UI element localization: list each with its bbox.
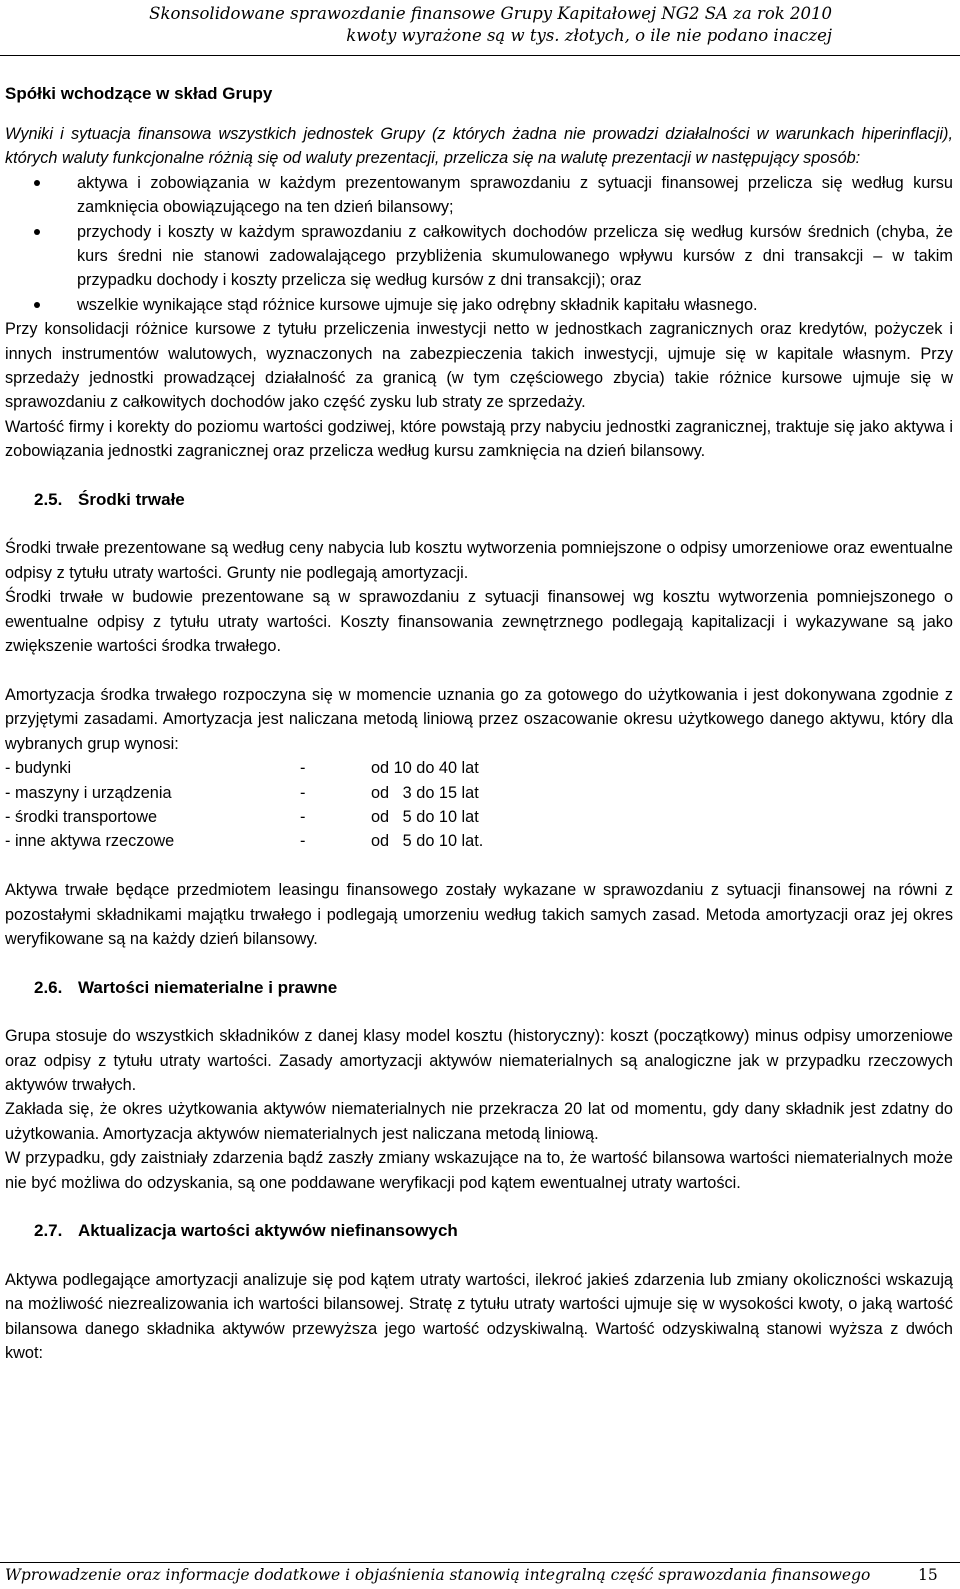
intangibles-paragraph-3: W przypadku, gdy zaistniały zdarzenia bądź zaszły zmiany wskazujące na to, że wartość bilansowa wartości niematerialnych może nie być możliwa do odzyskania, są one poddawane weryfikacji pod kątem ewentualnej utraty wartości. — [5, 1149, 953, 1192]
section-2-6-heading — [5, 976, 953, 1000]
depreciation-periods-table — [5, 756, 483, 854]
translation-rules-list — [5, 171, 953, 317]
header-subtitle: kwoty wyrażone są w tys. złotych, o ile nie podano inaczej — [346, 26, 832, 45]
section-title: Spółki wchodzące w skład Grupy — [5, 84, 273, 103]
page-footer — [0, 1562, 960, 1589]
fixed-assets-paragraph-1: Środki trwałe prezentowane są według ceny nabycia lub kosztu wytworzenia pomniejszone o odpisy umorzeniowe oraz ewentualne odpisy z tytułu utraty wartości. Grunty nie podlegają amortyzacji. — [5, 539, 953, 582]
table-row: - inne aktywa rzeczowe - od 5 do 10 lat. — [5, 832, 484, 851]
section-number: 2.6. — [34, 977, 63, 997]
header-title: Skonsolidowane sprawozdanie finansowe Grupy Kapitałowej NG2 SA za rok 2010 — [149, 4, 832, 23]
list-item: aktywa i zobowiązania w każdym prezentowanym sprawozdaniu z sytuacji finansowej przelicza się według kursu zamknięcia obowiązującego na ten dzień bilansowy; — [5, 171, 953, 220]
table-row: - maszyny i urządzenia - od 3 do 15 lat — [5, 783, 479, 802]
depreciation-paragraph: Amortyzacja środka trwałego rozpoczyna się w momencie uznania go za gotowego do użytkowania i jest dokonywana zgodnie z przyjętymi zasadami. Amortyzacja jest naliczana metodą liniową przez oszacowanie okresu użytkowego danego aktywu, który dla wybranych grup wynosi: — [5, 685, 953, 753]
section-number: 2.5. — [34, 490, 63, 510]
section-heading-text: Aktualizacja wartości aktywów niefinansowych — [78, 1221, 458, 1241]
fixed-assets-paragraph-2: Środki trwałe w budowie prezentowane są w sprawozdaniu z sytuacji finansowej wg kosztu wytworzenia pomniejszonego o ewentualne odpisy z tytułu utraty wartości. Koszty finansowania zewnętrznego podlegają kapitalizacji i wykazywane są jako zwiększenie wartości środka trwałego. — [5, 588, 953, 656]
leasing-paragraph: Aktywa trwałe będące przedmiotem leasingu finansowego zostały wykazane w sprawozdaniu z sytuacji finansowej na równi z pozostałymi składnikami majątku trwałego i podlegają umorzeniu według takich samych zasad. Metoda amortyzacji oraz jej okres weryfikowane są na każdy dzień bilansowy. — [5, 881, 953, 948]
section-heading-text: Środki trwałe — [78, 490, 185, 510]
section-2-5-heading — [5, 488, 953, 512]
page-header — [0, 0, 960, 56]
section-2-7-heading — [5, 1219, 953, 1243]
table-row: - środki transportowe - od 5 do 10 lat — [5, 807, 479, 826]
intangibles-paragraph-1: Grupa stosuje do wszystkich składników z danej klasy model kosztu (historyczny): koszt (początkowy) minus odpisy umorzeniowe oraz odpisy z tytułu utraty wartości. Zasady amortyzacji aktywów niematerialnych są analogiczne jak w przypadku rzeczowych aktywów trwałych. — [5, 1027, 953, 1094]
consolidation-paragraph: Przy konsolidacji różnice kursowe z tytułu przeliczenia inwestycji netto w jednostkach zagranicznych oraz kredytów, pożyczek i innych instrumentów walutowych, wyznaczonych na zabezpieczenia takich inwestycji, ujmuje się w kapitale własnym. Przy sprzedaży jednostki prowadzącej działalność za granicą (w tym częściowego zbycia) takie różnice kursowe ujmuje się w sprawozdaniu z całkowitych dochodów jako część zysku lub straty ze sprzedaży. — [5, 320, 953, 412]
bullet-icon — [34, 180, 40, 186]
document-body — [5, 76, 953, 1365]
bullet-icon — [34, 302, 40, 308]
list-item: przychody i koszty w każdym sprawozdaniu z całkowitych dochodów przelicza się według kursów średnich (chyba, że kurs średni nie stanowi zadowalającego przybliżenia skumulowanego wpływu kursów z dni transakcji – w takim przypadku dochody i koszty przelicza się według kursów z dni transakcji); oraz — [5, 220, 953, 293]
page-number: 15 — [918, 1566, 938, 1584]
section-heading-text: Wartości niematerialne i prawne — [78, 977, 338, 997]
intangibles-paragraph-2: Zakłada się, że okres użytkowania aktywów niematerialnych nie przekracza 20 lat od momentu, gdy dany składnik jest zdatny do użytkowania. Amortyzacja aktywów niematerialnych jest naliczana metodą liniową. — [5, 1100, 953, 1143]
bullet-icon — [34, 229, 40, 235]
goodwill-paragraph: Wartość firmy i korekty do poziomu wartości godziwej, które powstają przy nabyciu jednostki zagranicznej, traktuje się jako aktywa i zobowiązania jednostki zagranicznej oraz przelicza według kursu zamknięcia na dzień bilansowy. — [5, 417, 953, 461]
list-item: wszelkie wynikające stąd różnice kursowe ujmuje się jako odrębny składnik kapitału własnego. — [5, 293, 953, 317]
table-row: - budynki - od 10 do 40 lat — [5, 759, 479, 778]
impairment-paragraph: Aktywa podlegające amortyzacji analizuje się pod kątem utraty wartości, ilekroć jakieś zdarzenia lub zmiany okoliczności wskazują na możliwość niezrealizowania ich wartości bilansowej. Stratę z tytułu utraty wartości ujmuje się w wysokości kwoty, o jaką wartość bilansowa danego składnika aktywów przewyższa jego wartość odzyskiwalną. Wartość odzyskiwalną stanowi wyższa z dwóch kwot: — [5, 1270, 953, 1362]
footer-note: Wprowadzenie oraz informacje dodatkowe i objaśnienia stanowią integralną część sprawozdania finansowego — [5, 1566, 871, 1584]
section-number: 2.7. — [34, 1221, 63, 1241]
intro-paragraph: Wyniki i sytuacja finansowa wszystkich jednostek Grupy (z których żadna nie prowadzi działalności w warunkach hiperinflacji), których waluty funkcjonalne różnią się od waluty prezentacji, przelicza się na walutę prezentacji w następujący sposób: — [5, 125, 953, 168]
